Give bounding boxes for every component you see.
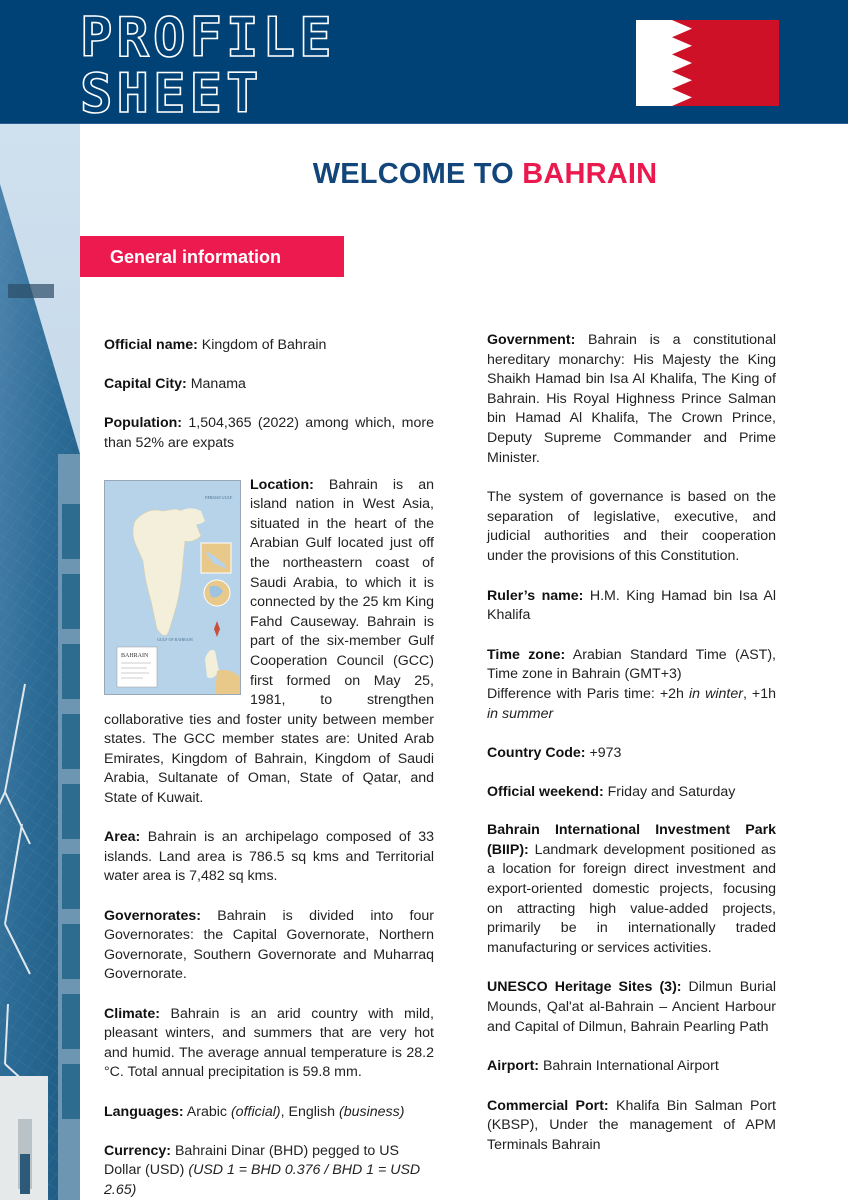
climate-item: Climate: Bahrain is an arid country with mild, pleasant winters, and summers that are very hot and humid. The average annual temperature is 28.2 °C. Total annual precipitation is 59.8 mm. [104, 1005, 434, 1081]
welcome-country: BAHRAIN [522, 158, 658, 190]
world-trade-center-image [0, 124, 80, 1200]
languages-item: Languages: Arabic (official), English (business) [104, 1103, 405, 1120]
governance-item: The system of governance is based on the separation of legislative, executive, and judicial authorities and their cooperation under the provisions of this Constitution. [487, 489, 776, 564]
profile-sheet-title [80, 8, 340, 118]
bahrain-map-image [104, 480, 241, 695]
map-icon [105, 481, 240, 694]
welcome-prefix: WELCOME TO [312, 158, 514, 190]
time-zone-item: Time zone: Arabian Standard Time (AST), Time zone in Bahrain (GMT+3) Difference with Paris time: +2h in winter, +1h in summer [487, 646, 776, 722]
header-banner [0, 0, 848, 124]
svg-text:BAHRAIN: BAHRAIN [121, 652, 149, 659]
airport-item: Airport: Bahrain International Airport [487, 1058, 719, 1075]
right-column [487, 331, 776, 1175]
page-title [80, 158, 848, 191]
capital-city-item: Capital City: Manama [104, 376, 246, 393]
left-column [104, 336, 434, 1200]
svg-text:PERSIAN GULF: PERSIAN GULF [205, 494, 233, 500]
biip-item: Bahrain International Investment Park (BIIP): Landmark development positioned as a location for foreign direct investment and export-oriented domestic projects, focusing on attracting high value-added projects, primarily be in internationally traded manufacturing or services activities. [487, 822, 776, 956]
section-heading-general-information: General information [80, 236, 344, 277]
svg-text:PROFILE: PROFILE [80, 8, 336, 69]
svg-text:GULF OF BAHRAIN: GULF OF BAHRAIN [157, 636, 193, 642]
official-weekend-item: Official weekend: Friday and Saturday [487, 783, 736, 800]
ruler-item: Ruler’s name: H.M. King Hamad bin Isa Al Khalifa [487, 587, 777, 624]
bahrain-flag-icon [636, 20, 779, 106]
country-code-item: Country Code: +973 [487, 745, 622, 762]
area-item: Area: Bahrain is an archipelago composed of 33 islands. Land area is 786.5 sq kms and Territorial water area is 7,482 sq kms. [104, 829, 434, 885]
population-item: Population: 1,504,365 (2022) among which, more than 52% are expats [104, 415, 434, 451]
building-photo-strip [0, 124, 80, 1200]
svg-text:SHEET: SHEET [80, 62, 263, 118]
official-name-item: Official name: Kingdom of Bahrain [104, 337, 327, 353]
unesco-item: UNESCO Heritage Sites (3): Dilmun Burial Mounds, Qal'at al-Bahrain – Ancient Harbour and Capital of Dilmun, Bahrain Pearling Path [487, 979, 776, 1035]
government-item: Government: Bahrain is a constitutional hereditary monarchy: His Majesty the King Shaikh Hamad bin Isa Al Khalifa, The King of Bahrain. His Royal Highness Prince Salman bin Hamad Al Khalifa, The Crown Prince, Deputy Supreme Commander and Prime Minister. [487, 332, 776, 466]
commercial-port-item: Commercial Port: Khalifa Bin Salman Port (KBSP), Under the management of APM Terminals Bahrain [487, 1097, 776, 1153]
location-item: BAHRAIN PERSIAN GULF GULF OF BAHRAIN Location: Bahrain is an island nation in West Asia, situated in the heart of the Arabian Gulf located just off the northeastern coast of Saudi Arabia, to which it is connected by the 25 km King Fahd Causeway. Bahrain is part of the six-member Gulf Cooperation Council (GCC) first formed on May 25, 1981, to strengthen collaborative ties and foster unity between member states. The GCC member states are: United Arab Emirates, Kingdom of Bahrain, Kingdom of Saudi Arabia, Sultanate of Oman, State of Qatar, and State of Kuwait. [104, 476, 434, 807]
governorates-item: Governorates: Bahrain is divided into four Governorates: the Capital Governorate, Northern Governorate, Southern Governorate and Muharraq Governorate. [104, 907, 434, 983]
currency-item: Currency: Bahraini Dinar (BHD) pegged to US Dollar (USD) (USD 1 = BHD 0.376 / BHD 1 = USD 2.65) [104, 1142, 421, 1198]
